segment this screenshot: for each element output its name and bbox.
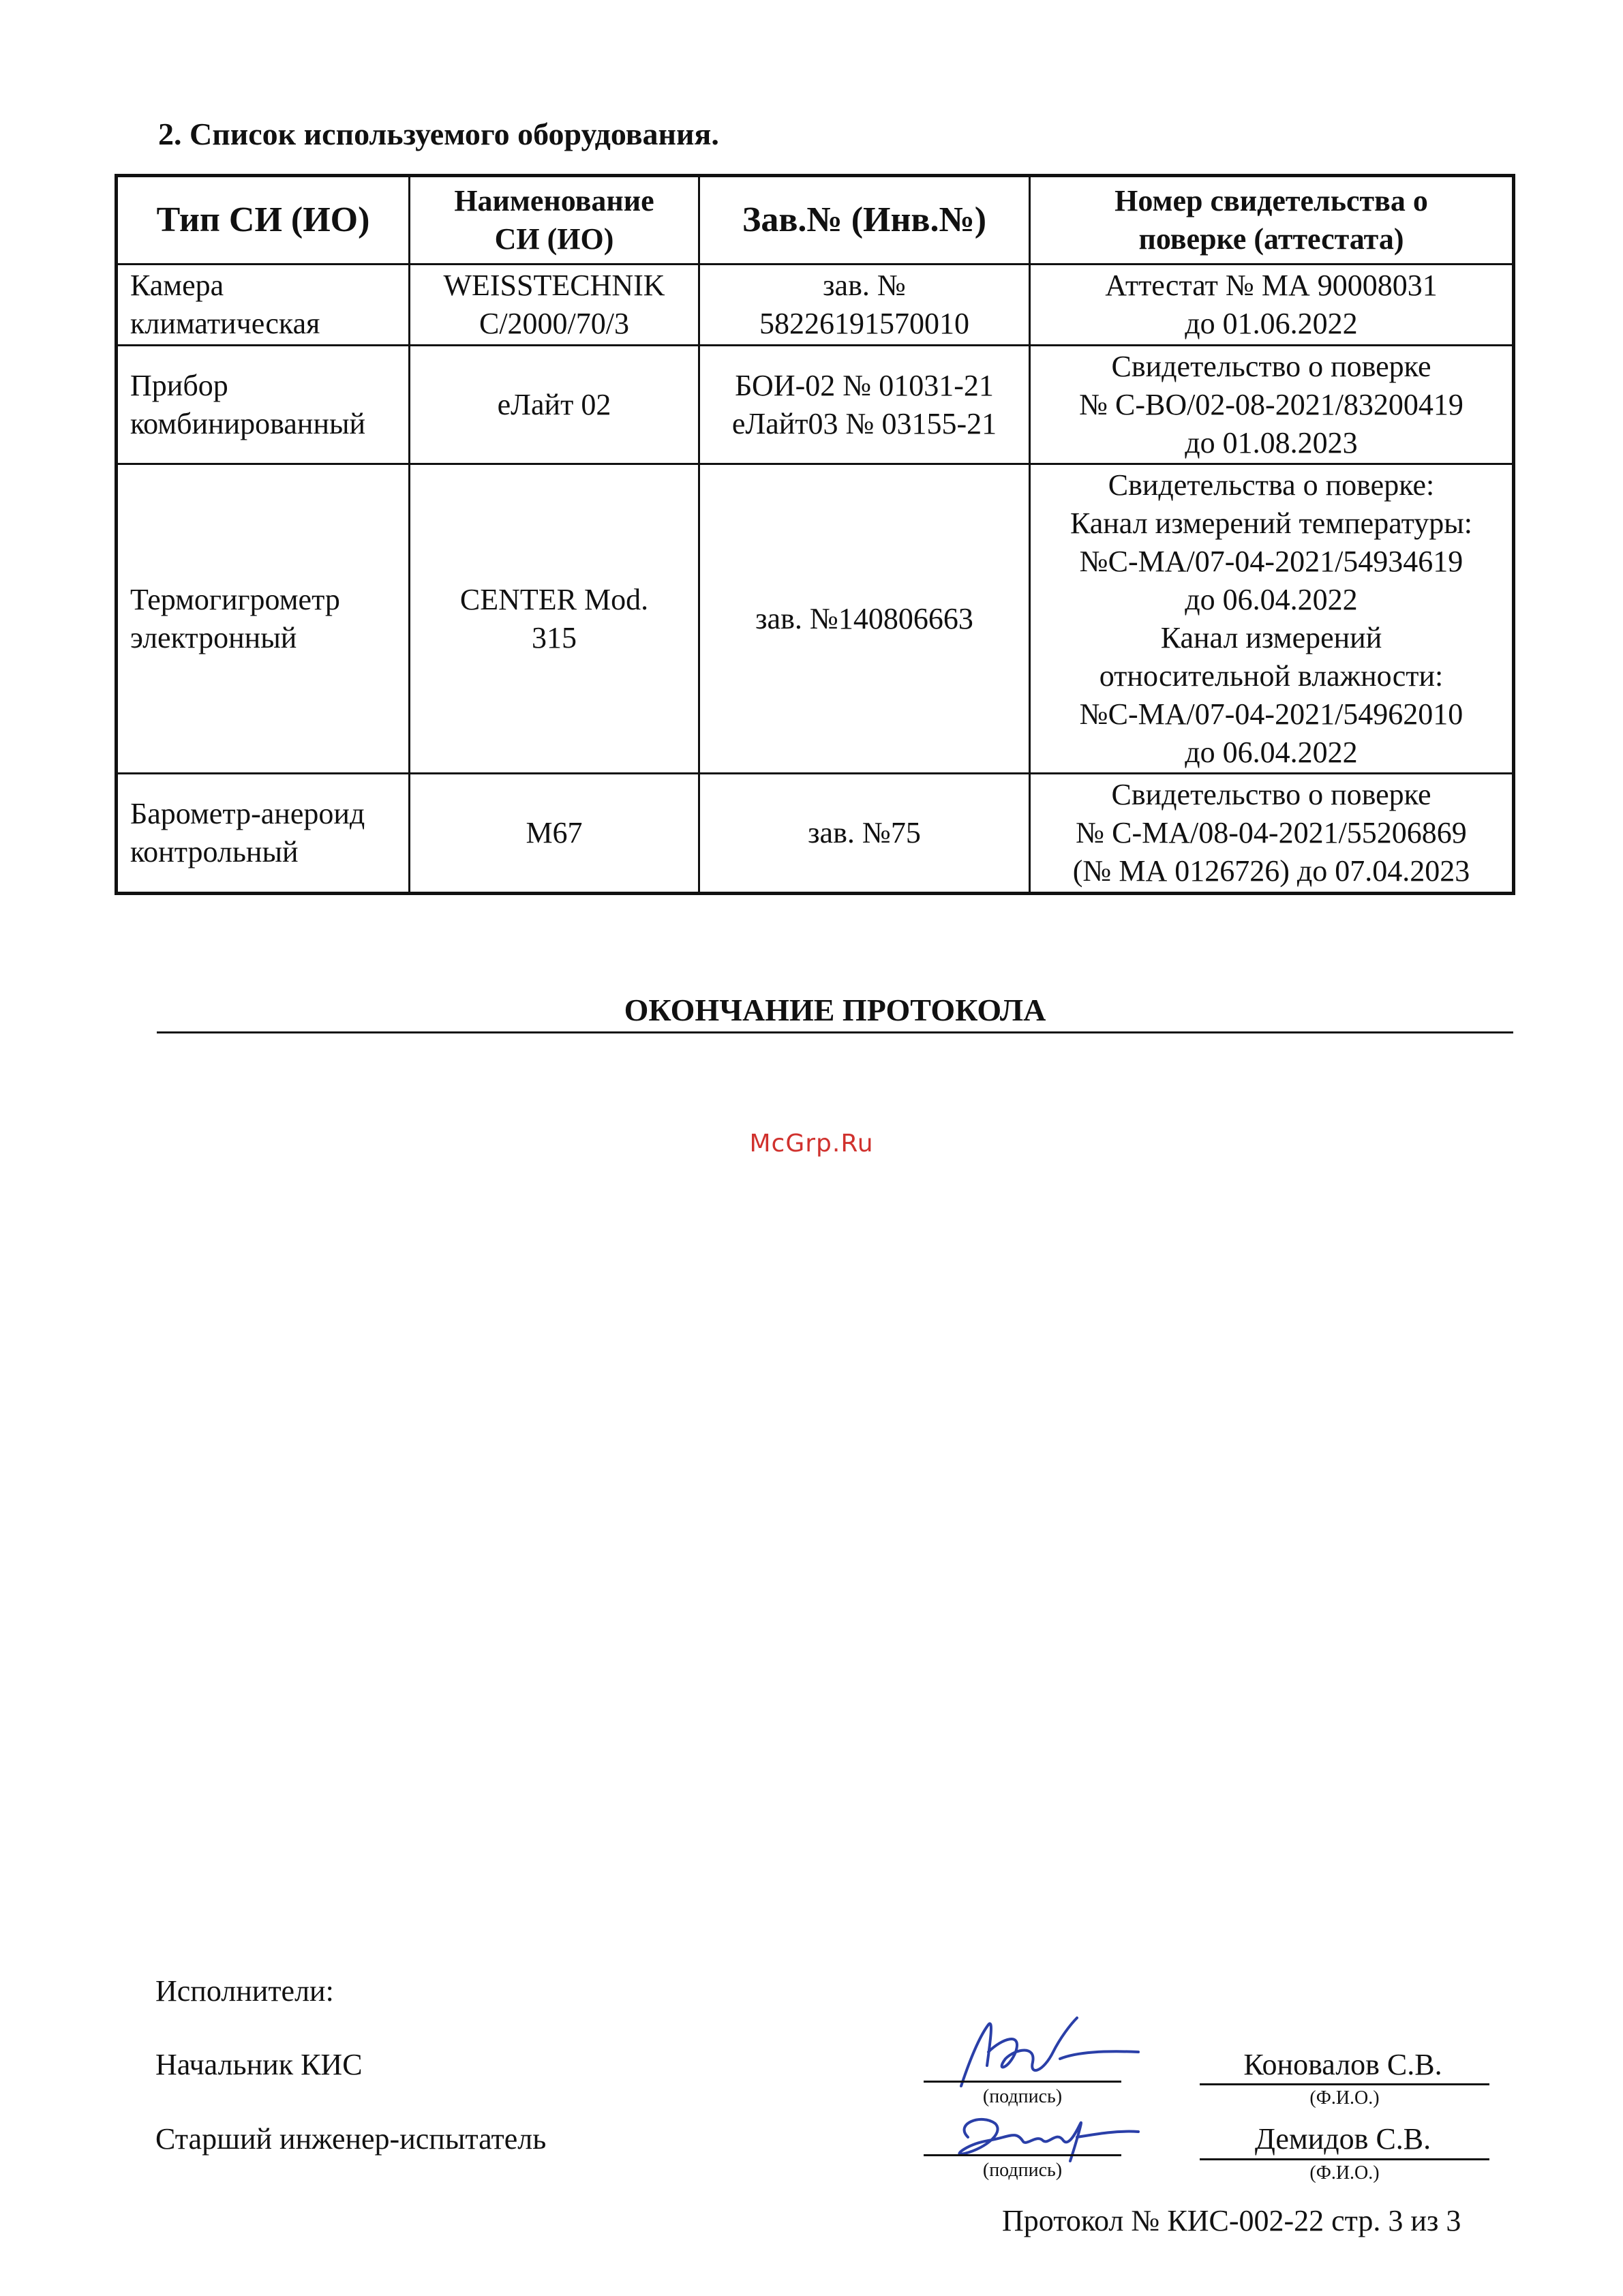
table-row — [117, 464, 1514, 774]
cell-line: 315 — [532, 620, 577, 654]
fio-line — [1200, 2083, 1489, 2085]
cell-line: Аттестат № МА 90008031 — [1105, 269, 1438, 302]
cell-name — [410, 774, 699, 894]
cell-line: БОИ-02 № 01031-21 — [735, 368, 994, 402]
cell-line: Свидетельство о поверке — [1111, 349, 1431, 383]
cell-line: зав. № — [823, 269, 906, 302]
cell-type — [117, 464, 410, 774]
cell-type — [117, 345, 410, 464]
cell-cert — [1030, 265, 1514, 346]
cell-line: Камера — [130, 269, 224, 302]
cell-line: до 01.06.2022 — [1185, 306, 1358, 340]
cell-serial — [699, 345, 1030, 464]
cell-name — [410, 345, 699, 464]
cell-line: до 06.04.2022 — [1185, 583, 1358, 616]
cell-line: климатическая — [130, 306, 320, 340]
fio-konovalov: Коновалов С.В. — [1243, 2048, 1442, 2081]
fio-caption: (Ф.И.О.) — [1309, 2162, 1380, 2184]
header-name — [410, 176, 699, 265]
cell-line: электронный — [130, 620, 297, 654]
fio-caption: (Ф.И.О.) — [1309, 2087, 1380, 2109]
fio-line — [1200, 2158, 1489, 2160]
cell-line: Канал измерений температуры: — [1070, 507, 1473, 541]
header-name-line: СИ (ИО) — [494, 222, 614, 256]
header-cert-line: Номер свидетельства о — [1114, 184, 1428, 218]
cell-line: М67 — [526, 816, 583, 850]
cell-cert — [1030, 464, 1514, 774]
table-header-row — [117, 176, 1514, 265]
role-chief: Начальник КИС — [155, 2048, 363, 2081]
end-title-text: ОКОНЧАНИЕ ПРОТОКОЛА — [624, 993, 1046, 1027]
fio-demidov: Демидов С.В. — [1254, 2122, 1431, 2156]
cell-line: до 01.08.2023 — [1185, 425, 1358, 459]
cell-line: C/2000/70/3 — [479, 306, 630, 340]
cell-name — [410, 265, 699, 346]
cell-line: комбинированный — [130, 406, 366, 440]
cell-serial — [699, 464, 1030, 774]
performers-label: Исполнители: — [155, 1974, 334, 2008]
header-cert — [1030, 176, 1514, 265]
cell-line: Прибор — [130, 368, 228, 402]
cell-line: еЛайт03 № 03155-21 — [731, 406, 997, 440]
cell-cert — [1030, 345, 1514, 464]
header-cert-line: поверке (аттестата) — [1138, 222, 1404, 256]
cell-line: зав. №140806663 — [755, 601, 973, 635]
section-title: 2. Список используемого оборудования. — [158, 117, 719, 151]
cell-cert — [1030, 774, 1514, 894]
cell-line: до 06.04.2022 — [1185, 735, 1358, 769]
role-engineer: Старший инженер-испытатель — [155, 2122, 547, 2156]
cell-line: зав. №75 — [808, 816, 921, 850]
cell-line: № С-МА/08-04-2021/55206869 — [1076, 816, 1467, 850]
cell-line: еЛайт 02 — [497, 387, 611, 421]
table-row — [117, 265, 1514, 346]
cell-line: №С-МА/07-04-2021/54962010 — [1079, 697, 1463, 731]
cell-serial — [699, 265, 1030, 346]
cell-line: № С-ВО/02-08-2021/83200419 — [1079, 387, 1463, 421]
cell-line: Канал измерений — [1160, 620, 1382, 654]
cell-line: Барометр-анероид — [130, 797, 365, 831]
sign-line — [924, 2081, 1121, 2083]
cell-type — [117, 265, 410, 346]
cell-line: (№ МА 0126726) до 07.04.2023 — [1072, 854, 1470, 888]
page-footer: Протокол № КИС-002-22 стр. 3 из 3 — [1002, 2204, 1461, 2237]
cell-name — [410, 464, 699, 774]
sign-caption: (подпись) — [982, 2086, 1063, 2107]
table-row — [117, 774, 1514, 894]
cell-line: 58226191570010 — [759, 306, 969, 340]
header-serial: Зав.№ (Инв.№) — [699, 176, 1030, 265]
cell-line: №С-МА/07-04-2021/54934619 — [1079, 545, 1463, 579]
sign-caption: (подпись) — [982, 2160, 1063, 2181]
cell-line: CENTER Mod. — [459, 583, 649, 616]
cell-line: Свидетельство о поверке — [1111, 778, 1431, 812]
cell-line: Свидетельства о поверке: — [1108, 468, 1435, 502]
end-title — [157, 992, 1513, 1028]
watermark: McGrp.Ru — [749, 1130, 874, 1158]
end-underline — [157, 1031, 1513, 1033]
header-name-line: Наименование — [454, 184, 654, 218]
equipment-table — [115, 174, 1515, 895]
cell-line: относительной влажности: — [1099, 659, 1444, 693]
cell-type — [117, 774, 410, 894]
cell-line: Термогигрометр — [130, 583, 340, 616]
cell-serial — [699, 774, 1030, 894]
table-row — [117, 345, 1514, 464]
sign-line — [924, 2154, 1121, 2156]
cell-line: WEISSTECHNIK — [443, 269, 665, 302]
header-type: Тип СИ (ИО) — [117, 176, 410, 265]
cell-line: контрольный — [130, 835, 299, 869]
